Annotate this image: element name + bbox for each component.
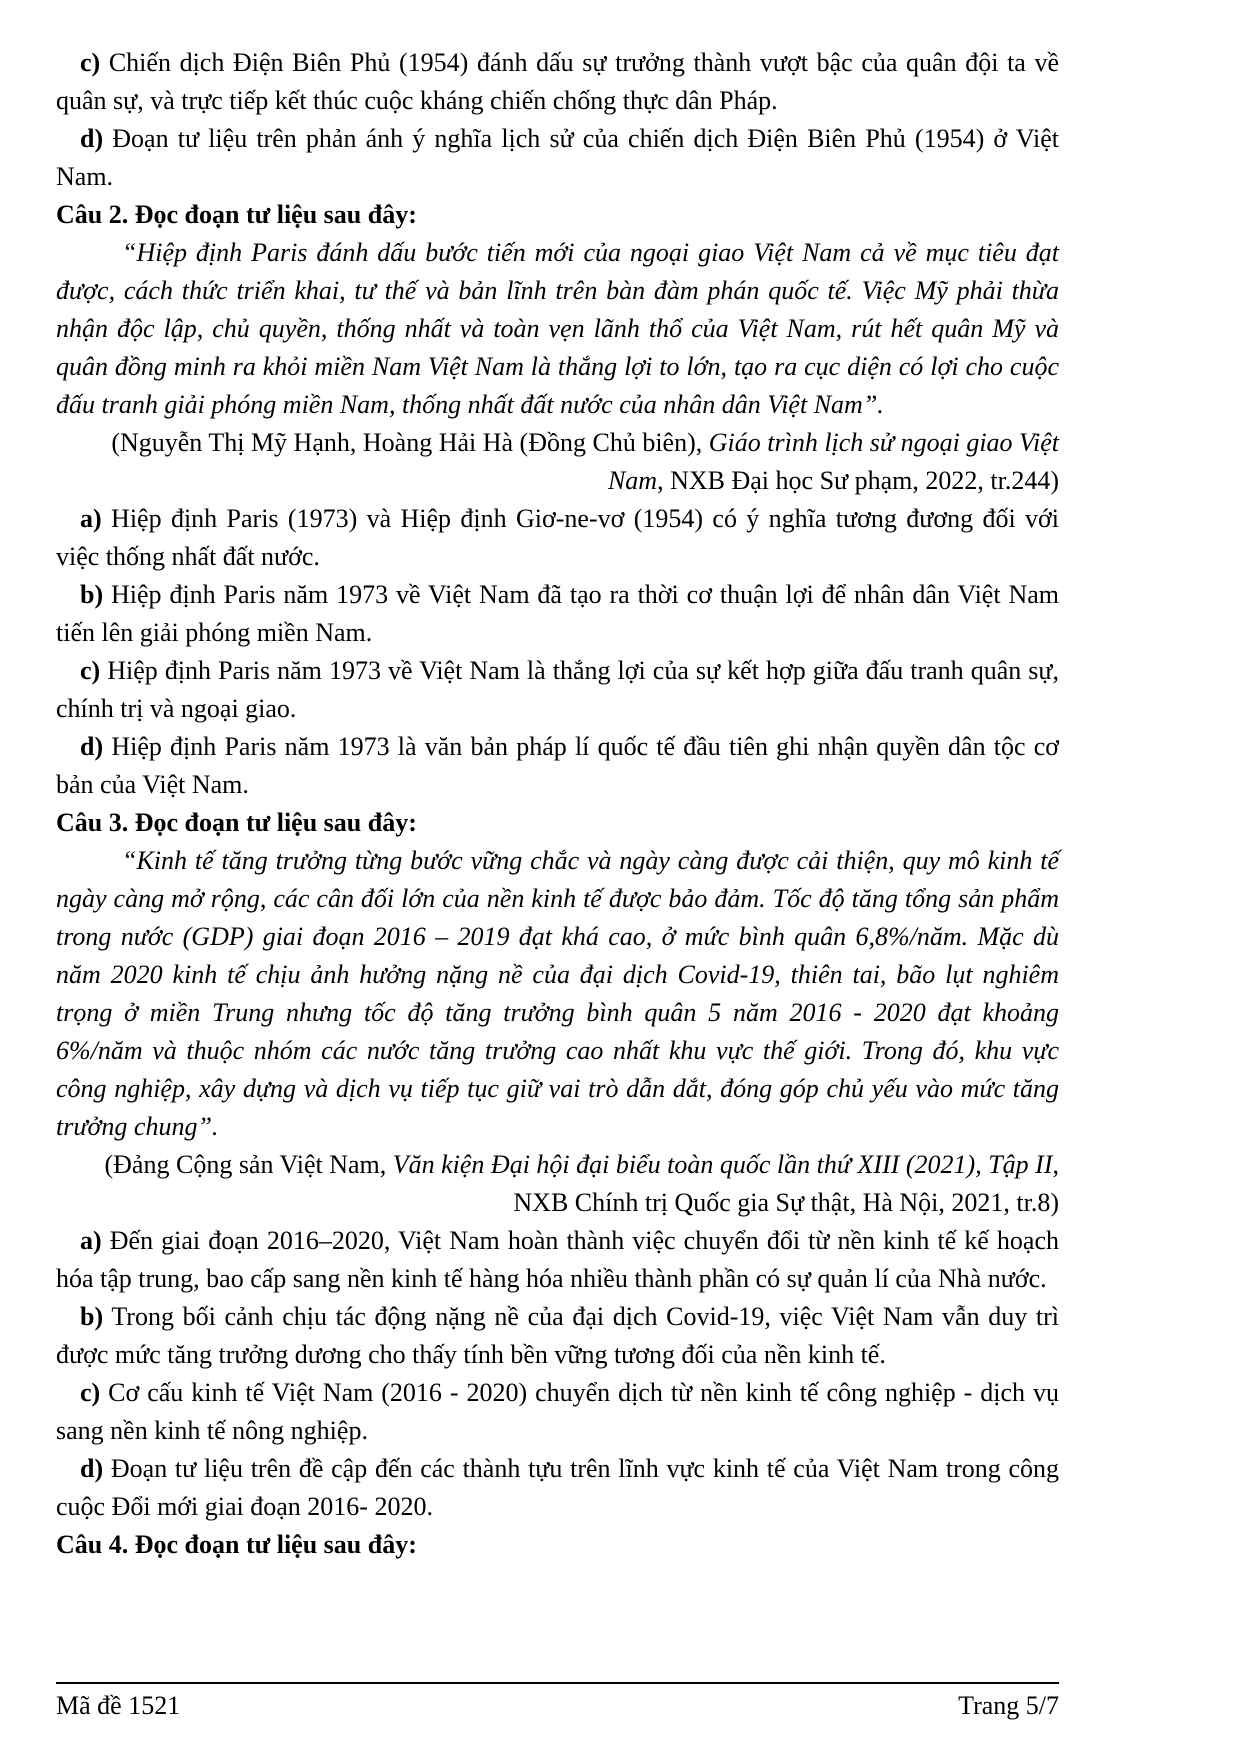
question2-option-d [56,728,1059,804]
question3-option-c [56,1374,1059,1450]
option-label: b) [80,580,104,609]
question3-quote: “Kinh tế tăng trưởng từng bước vững chắc và ngày càng được cải thiện, quy mô kinh tế ngày càng mở rộng, các cân đối lớn của nền kinh tế được bảo đảm. Tốc độ tăng tổng sản phẩm trong nước (GDP) giai đoạn 2016 – 2019 đạt khá cao, ở mức bình quân 6,8%/năm. Mặc dù năm 2020 kinh tế chịu ảnh hưởng nặng nề của đại dịch Covid-19, thiên tai, bão lụt nghiêm trọng ở miền Trung nhưng tốc độ tăng trưởng bình quân 5 năm 2016 - 2020 đạt khoảng 6%/năm và thuộc nhóm các nước tăng trưởng cao nhất khu vực thế giới. Trong đó, khu vực công nghiệp, xây dựng và dịch vụ tiếp tục giữ vai trò dẫn dắt, đóng góp chủ yếu vào mức tăng trưởng chung”. [56,846,1059,1141]
option-label: c) [80,48,101,77]
citation-authors: (Đảng Cộng sản Việt Nam, [104,1150,393,1179]
citation-authors: (Nguyễn Thị Mỹ Hạnh, Hoàng Hải Hà (Đồng Chủ biên), [111,428,709,457]
question2-heading: Câu 2. Đọc đoạn tư liệu sau đây: [56,200,417,229]
option-label: b) [80,1302,104,1331]
option-text: Trong bối cảnh chịu tác động nặng nề của đại dịch Covid-19, việc Việt Nam vẫn duy trì được mức tăng trưởng dương cho thấy tính bền vững tương đối của nền kinh tế. [56,1302,1059,1369]
question2-quote: “Hiệp định Paris đánh dấu bước tiến mới của ngoại giao Việt Nam cả về mục tiêu đạt được, cách thức triển khai, tư thế và bản lĩnh trên bàn đàm phán quốc tế. Việc Mỹ phải thừa nhận độc lập, chủ quyền, thống nhất và toàn vẹn lãnh thổ của Việt Nam, rút hết quân Mỹ và quân đồng minh ra khỏi miền Nam Việt Nam là thắng lợi to lớn, tạo ra cục diện có lợi cho cuộc đấu tranh giải phóng miền Nam, thống nhất đất nước của nhân dân Việt Nam”. [56,238,1059,419]
question2-option-c [56,652,1059,728]
question2-citation [56,424,1059,500]
question3-citation [56,1146,1059,1222]
option-label: a) [80,504,102,533]
option-label: a) [80,1226,102,1255]
option-label: d) [80,732,104,761]
option-text: Đoạn tư liệu trên đề cập đến các thành tựu trên lĩnh vực kinh tế của Việt Nam trong công cuộc Đổi mới giai đoạn 2016- 2020. [56,1454,1060,1521]
question3-option-a [56,1222,1059,1298]
option-text: Hiệp định Paris năm 1973 về Việt Nam đã tạo ra thời cơ thuận lợi để nhân dân Việt Nam tiến lên giải phóng miền Nam. [56,580,1059,647]
question4-heading: Câu 4. Đọc đoạn tư liệu sau đây: [56,1530,417,1559]
option-label: c) [80,1378,101,1407]
option-label: d) [80,124,104,153]
page-footer [56,1682,1059,1723]
question3-option-d [56,1450,1059,1526]
option-label: d) [80,1454,104,1483]
citation-book-title: Văn kiện Đại hội đại biểu toàn quốc lần thứ XIII (2021), Tập II [392,1150,1053,1179]
question1-option-d [56,120,1059,196]
option-text: Hiệp định Paris năm 1973 là văn bản pháp lí quốc tế đầu tiên ghi nhận quyền dân tộc cơ bản của Việt Nam. [56,732,1060,799]
option-text: Đến giai đoạn 2016–2020, Việt Nam hoàn thành việc chuyển đổi từ nền kinh tế kế hoạch hóa tập trung, bao cấp sang nền kinh tế hàng hóa nhiều thành phần có sự quản lí của Nhà nước. [56,1226,1059,1293]
citation-publisher: , NXB Đại học Sư phạm, 2022, tr.244) [657,466,1059,495]
option-text: Hiệp định Paris (1973) và Hiệp định Giơ-ne-vơ (1954) có ý nghĩa tương đương đối với việc thống nhất đất nước. [56,504,1059,571]
question1-option-c [56,44,1059,120]
option-text: Cơ cấu kinh tế Việt Nam (2016 - 2020) chuyển dịch từ nền kinh tế công nghiệp - dịch vụ sang nền kinh tế nông nghiệp. [56,1378,1059,1445]
exam-code: Mã đề 1521 [56,1691,181,1720]
option-text: Hiệp định Paris năm 1973 về Việt Nam là thắng lợi của sự kết hợp giữa đấu tranh quân sự, chính trị và ngoại giao. [56,656,1059,723]
option-text: Đoạn tư liệu trên phản ánh ý nghĩa lịch sử của chiến dịch Điện Biên Phủ (1954) ở Việt Nam. [56,124,1060,191]
page-number: Trang 5/7 [958,1691,1059,1720]
option-label: c) [80,656,101,685]
question3-option-b [56,1298,1059,1374]
option-text: Chiến dịch Điện Biên Phủ (1954) đánh dấu sự trưởng thành vượt bậc của quân đội ta về quân sự, và trực tiếp kết thúc cuộc kháng chiến chống thực dân Pháp. [56,48,1060,115]
citation-publisher: , NXB Chính trị Quốc gia Sự thật, Hà Nội, 2021, tr.8) [513,1150,1059,1217]
question2-option-b [56,576,1059,652]
citation-book-title: Giáo trình lịch sử ngoại giao Việt Nam [607,428,1059,495]
question2-option-a [56,500,1059,576]
question3-heading: Câu 3. Đọc đoạn tư liệu sau đây: [56,808,417,837]
